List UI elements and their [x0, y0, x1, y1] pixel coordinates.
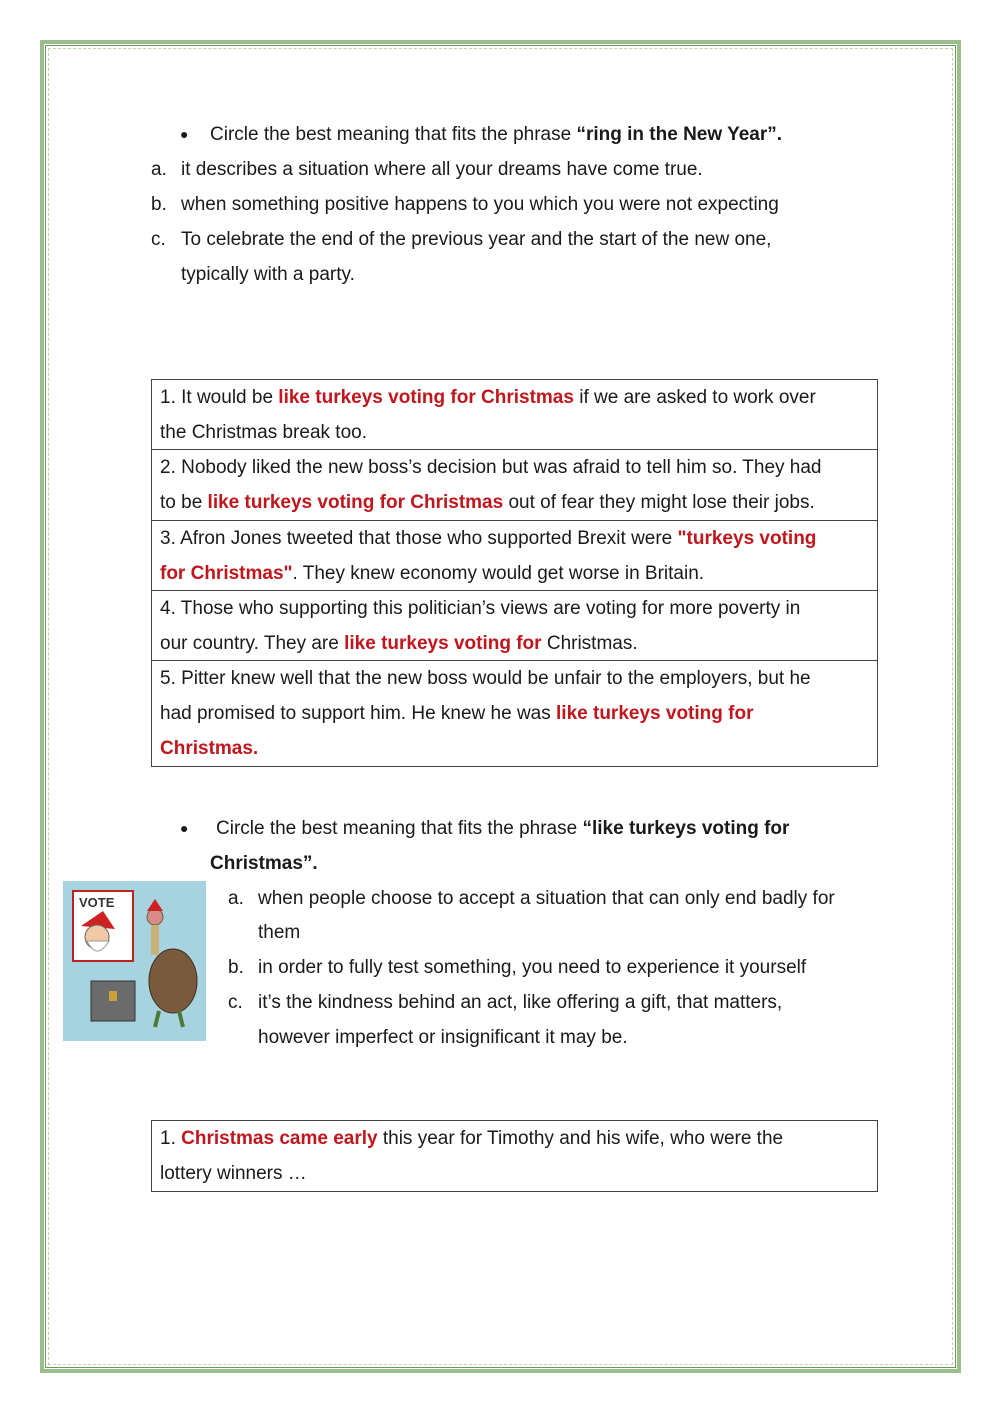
section2-option-c-cont[interactable]: however imperfect or insignificant it may be. — [258, 1027, 628, 1048]
text: 4. Those who supporting this politician’s views are voting for more poverty in — [160, 598, 801, 619]
text: . They knew economy would get worse in Britain. — [292, 563, 705, 584]
section2-option-b[interactable]: in order to fully test something, you need to experience it yourself — [258, 957, 807, 978]
prompt-phrase: “ring in the New Year”. — [576, 124, 783, 145]
section1-option-c-cont[interactable]: typically with a party. — [181, 264, 355, 285]
section2-option-c[interactable]: it’s the kindness behind an act, like offering a gift, that matters, — [258, 992, 783, 1013]
section1-option-c[interactable]: To celebrate the end of the previous year and the start of the new one, — [181, 229, 772, 250]
turkey-neck-icon — [151, 925, 159, 955]
section2-option-a-letter: a. — [228, 888, 244, 909]
section1-prompt — [210, 117, 782, 152]
text: this year for Timothy and his wife, who were the — [377, 1128, 784, 1149]
text: 1. — [160, 1128, 182, 1149]
section2-prompt — [216, 811, 789, 846]
text: 3. Afron Jones tweeted that those who supported Brexit were — [160, 528, 678, 549]
prompt-text: Circle the best meaning that fits the phrase — [210, 124, 577, 145]
turkey-legs-icon — [155, 1011, 183, 1027]
table-row — [152, 661, 877, 766]
bullet-icon: ● — [180, 820, 189, 836]
highlight-phrase: like turkeys voting for Christmas — [278, 387, 574, 408]
table-row — [152, 380, 877, 450]
highlight-phrase: like turkeys voting for — [344, 633, 542, 654]
section2-prompt-cont: Christmas”. — [210, 853, 318, 874]
text: 2. Nobody liked the new boss’s decision but was afraid to tell him so. They had — [160, 457, 822, 478]
highlight-phrase: like turkeys voting for — [556, 703, 754, 724]
text: if we are asked to work over — [573, 387, 816, 408]
text: our country. They are — [160, 633, 345, 654]
examples-table-turkeys — [151, 379, 878, 767]
highlight-phrase: "turkeys voting — [677, 528, 817, 549]
section2-option-b-letter: b. — [228, 957, 244, 978]
text: 1. It would be — [160, 387, 279, 408]
section2-option-a-cont[interactable]: them — [258, 922, 301, 943]
text: had promised to support him. He knew he was — [160, 703, 557, 724]
turkey-hat-icon — [147, 899, 163, 911]
text: Christmas. — [541, 633, 638, 654]
section1-option-a[interactable]: it describes a situation where all your dreams have come true. — [181, 159, 703, 180]
section2-option-c-letter: c. — [228, 992, 243, 1013]
highlight-phrase: like turkeys voting for Christmas — [207, 492, 504, 513]
section1-option-b-letter: b. — [151, 194, 167, 215]
prompt-text: Circle the best meaning that fits the phrase — [216, 818, 583, 839]
highlight-phrase: Christmas. — [160, 738, 259, 759]
section1-option-a-letter: a. — [151, 159, 167, 180]
table-row — [152, 521, 877, 591]
examples-table-christmas-early — [151, 1120, 878, 1192]
prompt-phrase: “like turkeys voting for — [582, 818, 790, 839]
text: the Christmas break too. — [160, 422, 367, 443]
table-row — [152, 591, 877, 661]
text: to be — [160, 492, 208, 513]
table-row — [152, 1121, 877, 1191]
text: 5. Pitter knew well that the new boss would be unfair to the employers, but he — [160, 668, 811, 689]
table-row — [152, 450, 877, 521]
vote-illustration-image — [63, 881, 206, 1041]
text: lottery winners … — [160, 1163, 307, 1184]
section1-option-b[interactable]: when something positive happens to you which you were not expecting — [181, 194, 779, 215]
vote-sign-text: VOTE — [79, 895, 115, 910]
section2-option-a[interactable]: when people choose to accept a situation that can only end badly for — [258, 888, 835, 909]
text: out of fear they might lose their jobs. — [503, 492, 815, 513]
turkey-body-icon — [149, 949, 197, 1013]
turkey-head-icon — [147, 909, 163, 925]
highlight-phrase: Christmas came early — [181, 1128, 378, 1149]
ballot-lock-icon — [109, 991, 117, 1001]
highlight-phrase: for Christmas" — [160, 563, 293, 584]
section1-option-c-letter: c. — [151, 229, 166, 250]
bullet-icon: ● — [180, 126, 189, 142]
